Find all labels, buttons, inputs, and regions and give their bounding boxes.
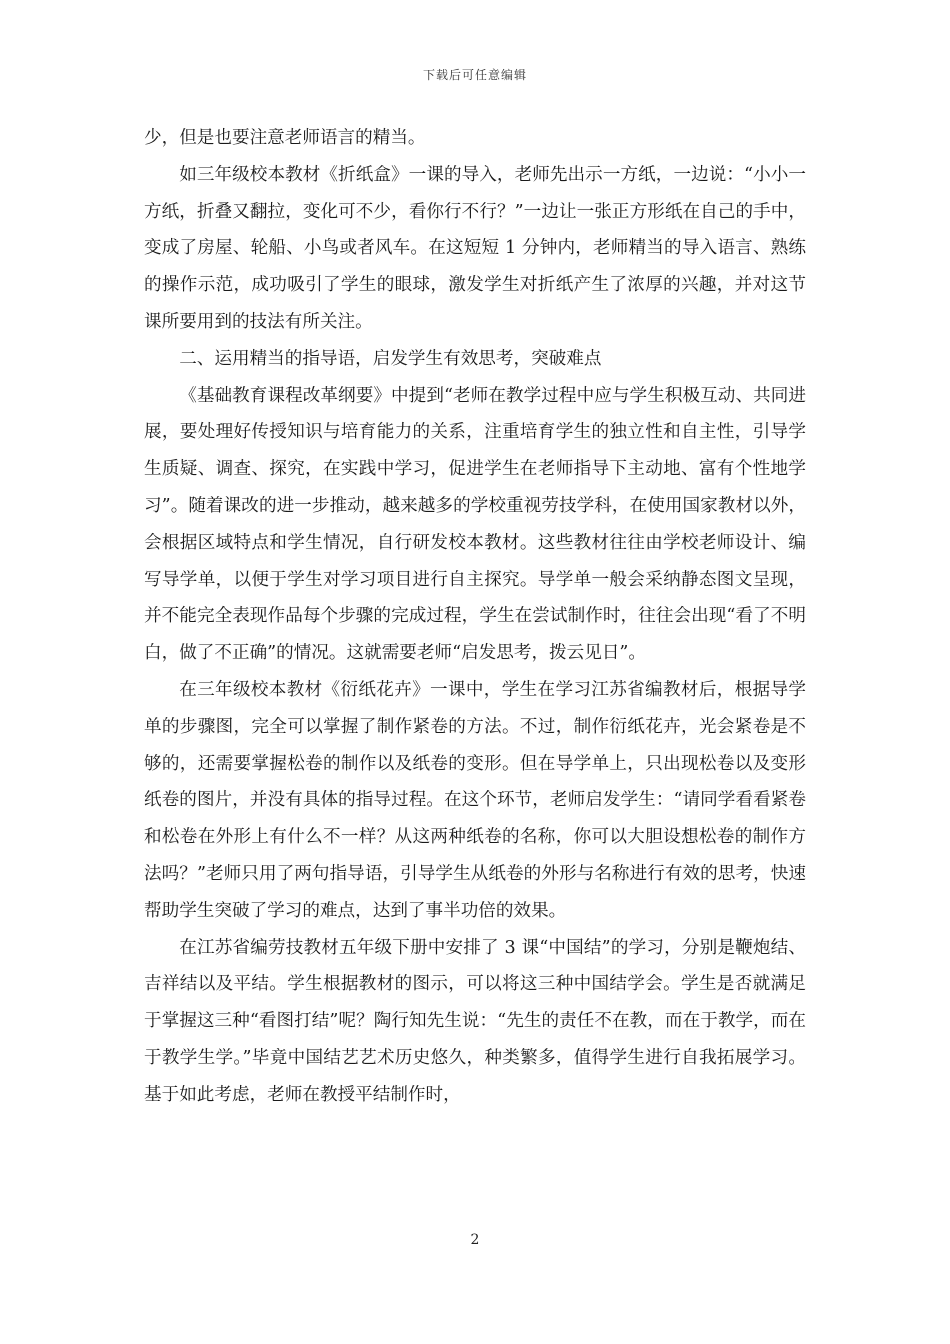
page-number: 2 <box>470 1232 480 1248</box>
page-header: 下载后可任意编辑 <box>422 68 527 82</box>
paragraph-1: 少，但是也要注意老师语言的精当。 <box>144 128 426 148</box>
paragraph-4: 在三年级校本教材《衍纸花卉》一课中，学生在学习江苏省编教材后，根据导学单的步骤图，完全可以掌握了制作紧卷的方法。不过，制作衍纸花卉，光会紧卷是不够的，还需要掌握松卷的制作以及纸卷的变形。但在导学单上，只出现松卷以及变形纸卷的图片，并没有具体的指导过程。在这个环节，老师启发学生：“请同学看看紧卷和松卷在外形上有什么不一样？从这两种纸卷的名称，你可以大胆设想松卷的制作方法吗？”老师只用了两句指导语，引导学生从纸卷的外形与名称进行有效的思考，快速帮助学生突破了学习的难点，达到了事半功倍的效果。 <box>144 679 806 921</box>
body-text <box>144 120 806 1114</box>
section-heading: 二、运用精当的指导语，启发学生有效思考，突破难点 <box>179 348 602 369</box>
paragraph-5: 在江苏省编劳技教材五年级下册中安排了 3 课“中国结”的学习，分别是鞭炮结、吉祥结以及平结。学生根据教材的图示，可以将这三种中国结学会。学生是否就满足于掌握这三种“看图打结”呢？陶行知先生说：“先生的责任不在教，而在于教学，而在于教学生学。”毕竟中国结艺艺术历史悠久，种类繁多，值得学生进行自我拓展学习。基于如此考虑，老师在教授平结制作时， <box>144 937 806 1105</box>
paragraph-3: 《基础教育课程改革纲要》中提到“老师在教学过程中应与学生积极互动、共同进展，要处理好传授知识与培育能力的关系，注重培育学生的独立性和自主性，引导学生质疑、调查、探究，在实践中学习，促进学生在老师指导下主动地、富有个性地学习”。随着课改的进一步推动，越来越多的学校重视劳技学科，在使用国家教材以外，会根据区域特点和学生情况，自行研发校本教材。这些教材往往由学校老师设计、编写导学单，以便于学生对学习项目进行自主探究。导学单一般会采纳静态图文呈现，并不能完全表现作品每个步骤的完成过程，学生在尝试制作时，往往会出现“看了不明白，做了不正确”的情况。这就需要老师“启发思考，拨云见日”。 <box>144 385 806 664</box>
paragraph-2: 如三年级校本教材《折纸盒》一课的导入，老师先出示一方纸，一边说：“小小一方纸，折叠又翻拉，变化可不少，看你行不行？”一边让一张正方形纸在自己的手中，变成了房屋、轮船、小鸟或者风车。在这短短 1 分钟内，老师精当的导入语言、熟练的操作示范，成功吸引了学生的眼球，激发学生对折纸产生了浓厚的兴趣，并对这节课所要用到的技法有所关注。 <box>144 164 806 332</box>
